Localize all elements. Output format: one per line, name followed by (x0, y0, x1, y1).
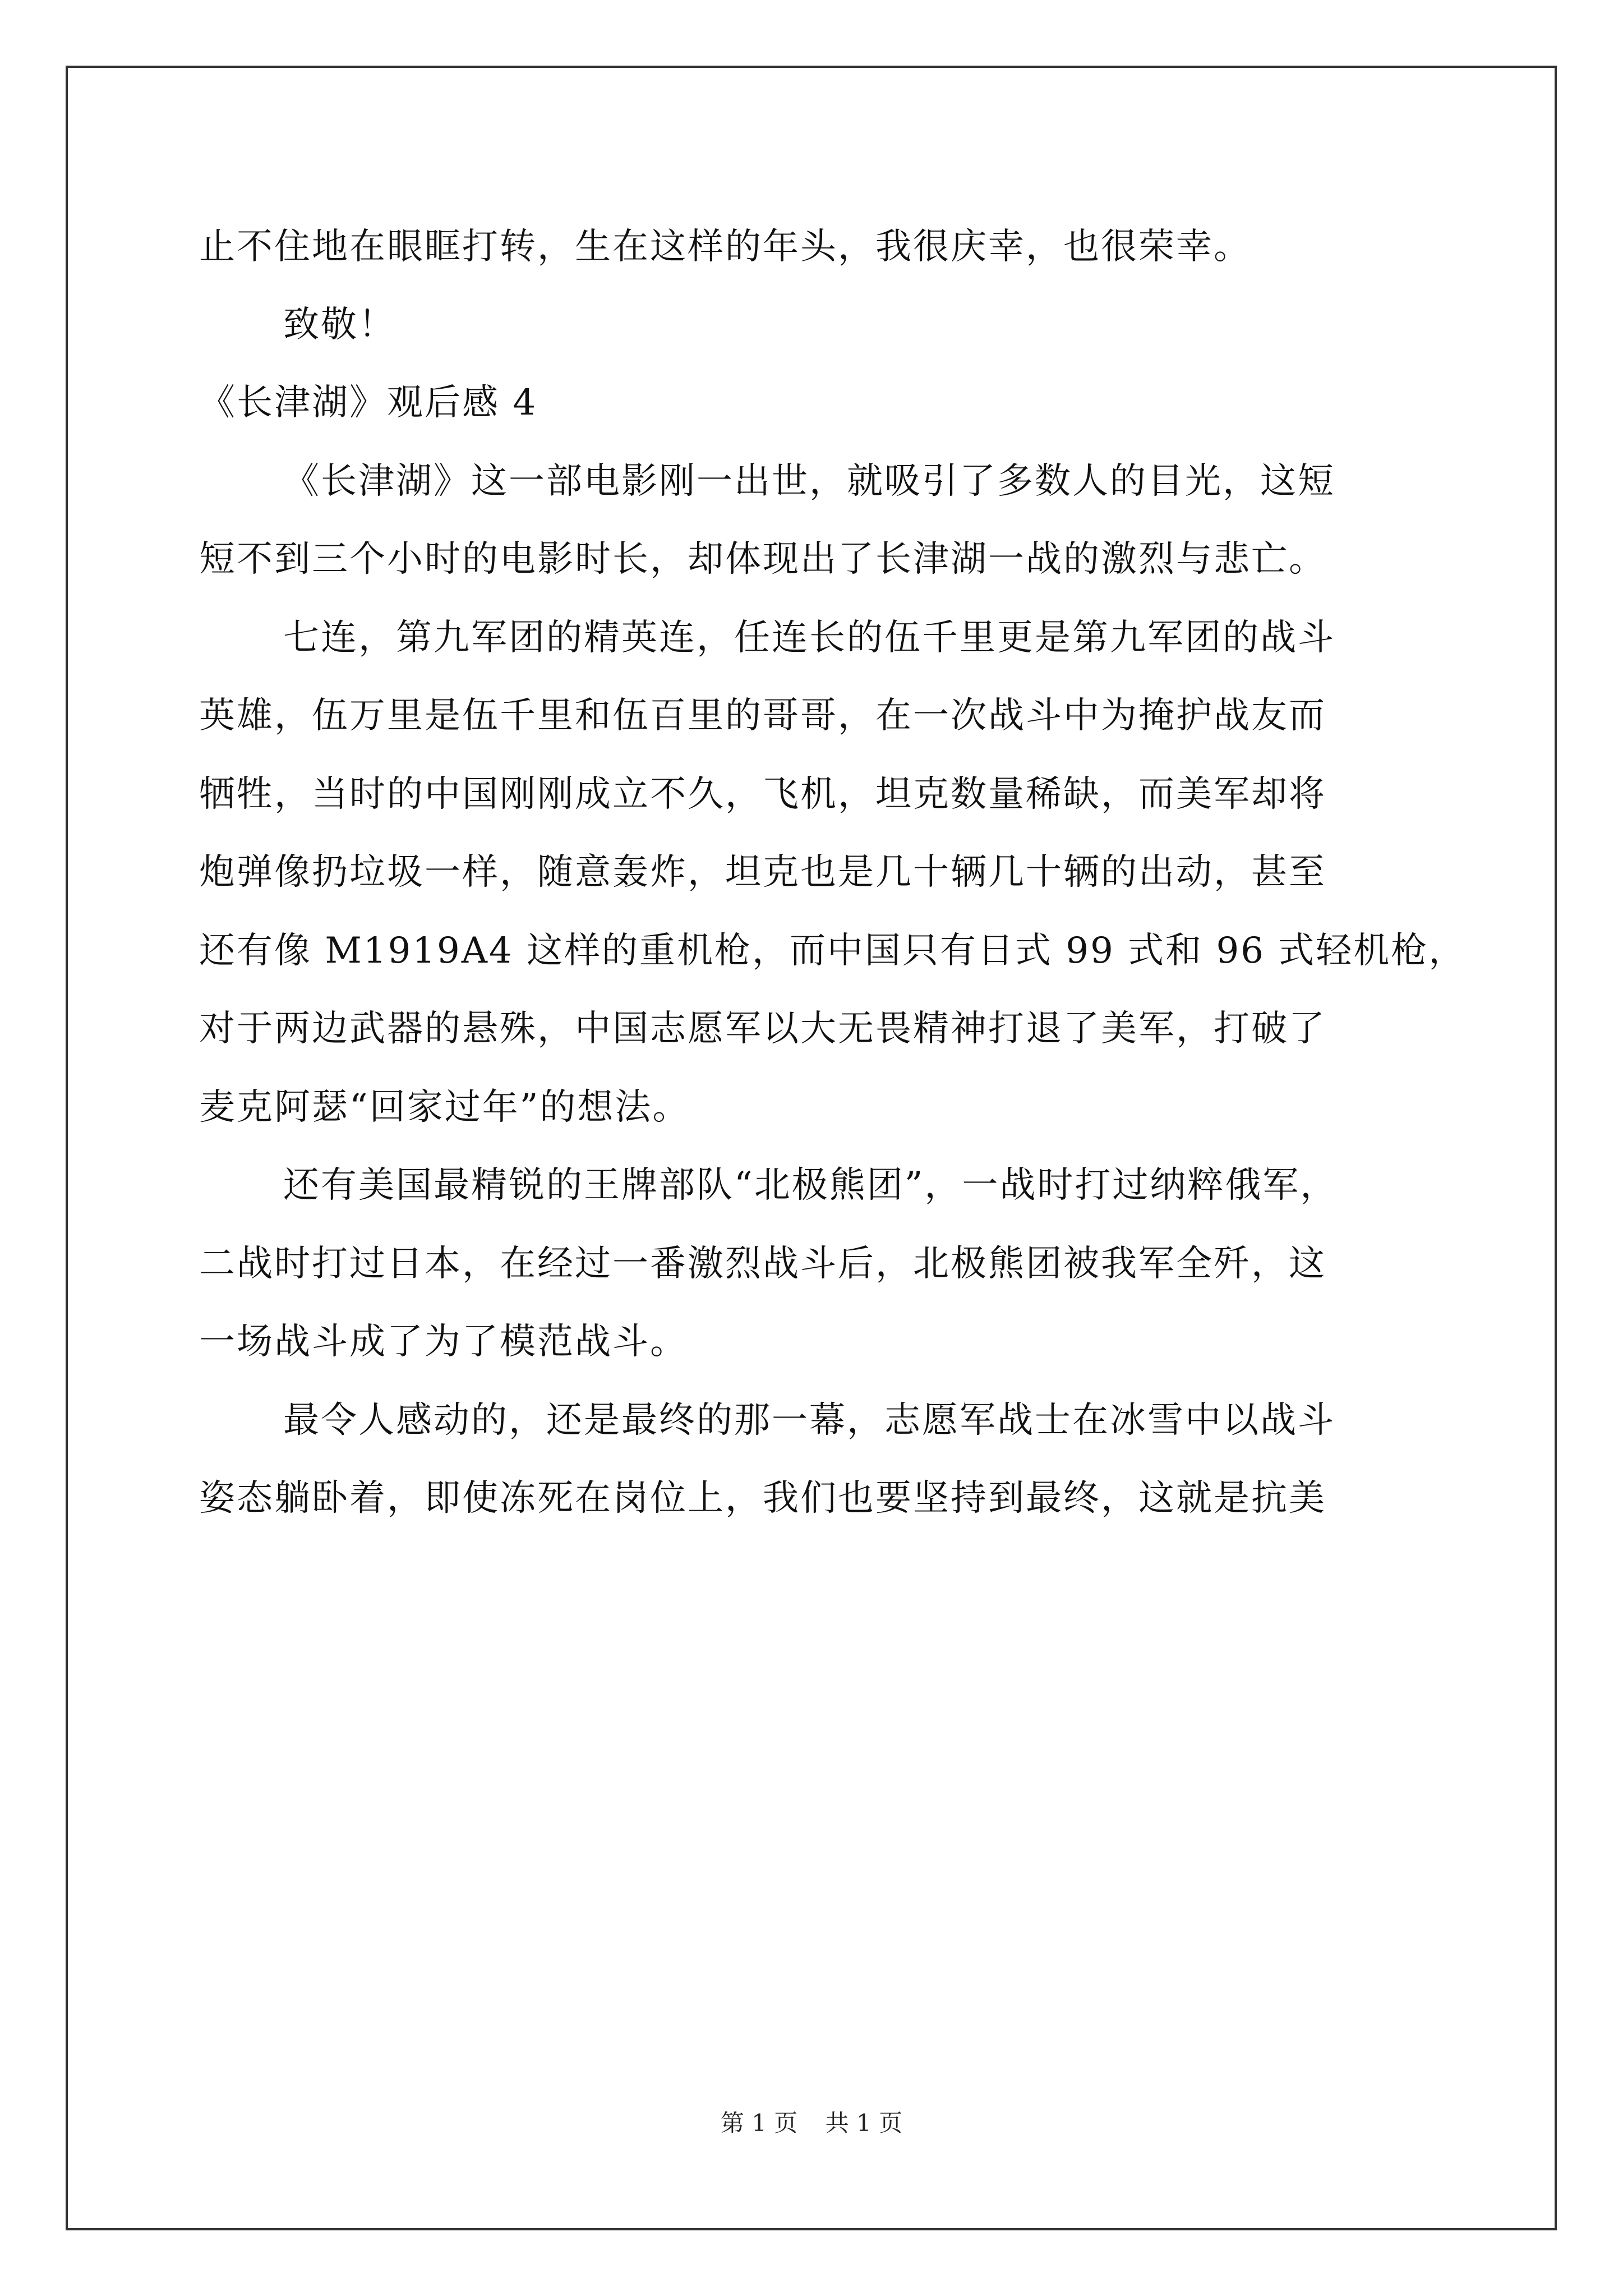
body-line: 《长津湖》这一部电影刚一出世，就吸引了多数人的目光，这短 (283, 461, 1335, 502)
page-footer (0, 2106, 1623, 2140)
body-line: 麦克阿瑟“回家过年”的想法。 (199, 1087, 690, 1128)
body-line: 对于两边武器的悬殊，中国志愿军以大无畏精神打退了美军，打破了 (199, 1008, 1326, 1050)
section-title: 《长津湖》观后感 4 (199, 382, 538, 424)
body-line: 致敬！ (283, 304, 396, 346)
body-line: 炮弹像扔垃圾一样，随意轰炸，坦克也是几十辆几十辆的出动，甚至 (199, 852, 1326, 893)
body-line: 还有美国最精锐的王牌部队“北极熊团”，一战时打过纳粹俄军， (283, 1165, 1338, 1206)
body-line: 短不到三个小时的电影时长，却体现出了长津湖一战的激烈与悲亡。 (199, 539, 1326, 580)
body-line: 英雄，伍万里是伍千里和伍百里的哥哥，在一次战斗中为掩护战友而 (199, 695, 1326, 737)
body-line: 止不住地在眼眶打转，生在这样的年头，我很庆幸，也很荣幸。 (199, 226, 1251, 268)
body-line: 二战时打过日本，在经过一番激烈战斗后，北极熊团被我军全歼，这 (199, 1243, 1326, 1285)
body-line: 还有像 M1919A4 这样的重机枪，而中国只有日式 99 式和 96 式轻机枪， (199, 930, 1467, 972)
body-line: 一场战斗成了为了模范战斗。 (199, 1321, 688, 1363)
body-line: 牺牲，当时的中国刚刚成立不久，飞机，坦克数量稀缺，而美军却将 (199, 774, 1326, 815)
body-line: 七连，第九军团的精英连，任连长的伍千里更是第九军团的战斗 (283, 617, 1335, 659)
body-line: 最令人感动的，还是最终的那一幕，志愿军战士在冰雪中以战斗 (283, 1400, 1335, 1441)
body-line: 姿态躺卧着，即使冻死在岗位上，我们也要坚持到最终，这就是抗美 (199, 1478, 1326, 1519)
page-number: 第 1 页 (720, 2109, 798, 2137)
page-total: 共 1 页 (825, 2109, 903, 2137)
